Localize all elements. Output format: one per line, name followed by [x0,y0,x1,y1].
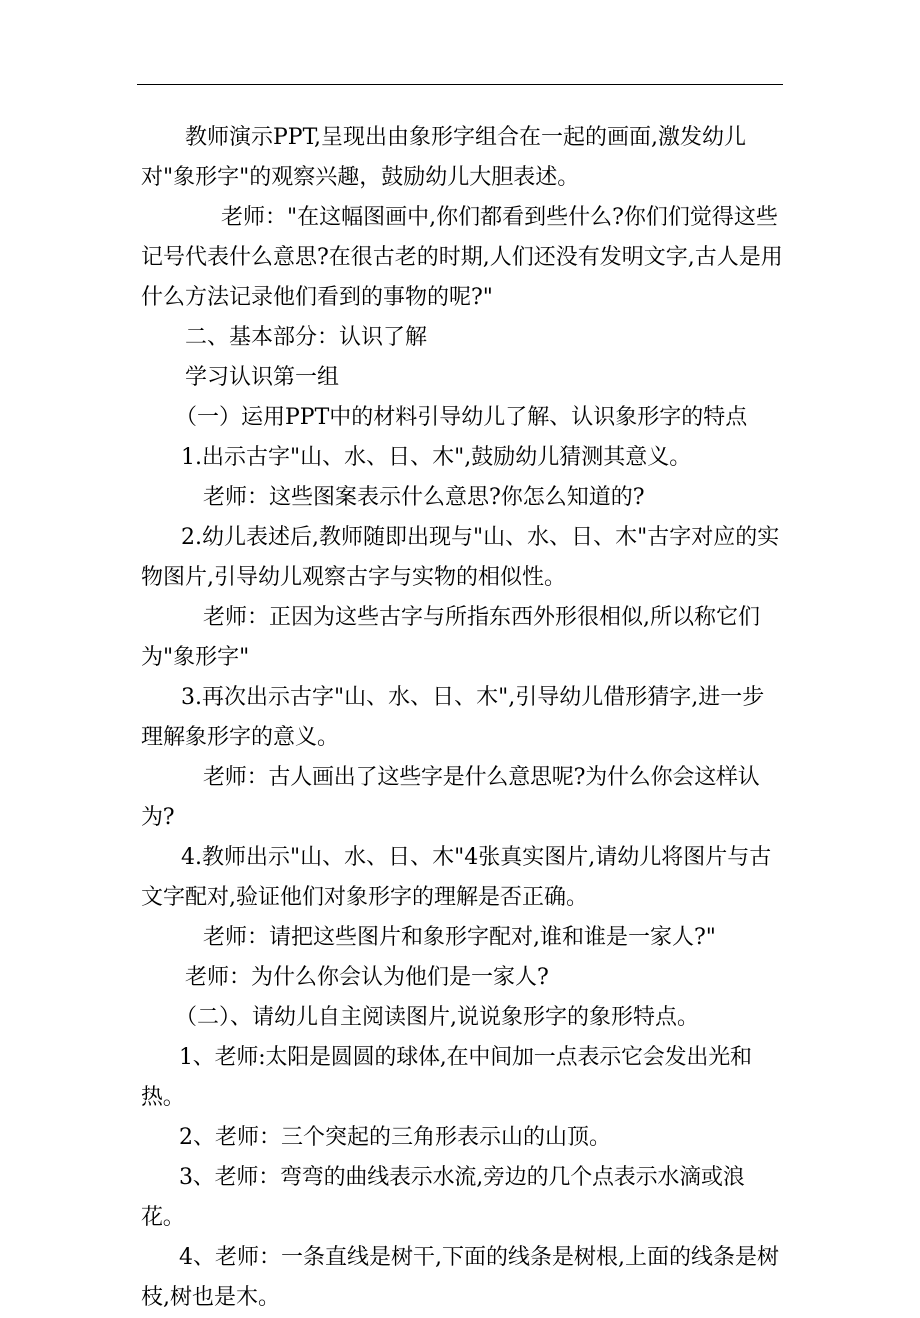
paragraph-teacher-question: 老师："在这幅图画中,你们都看到些什么?你们们觉得这些记号代表什么意思?在很古老的时期,人们还没有发明文字,古人是用什么方法记录他们看到的事物的呢?" [141,205,783,310]
teacher-line-5: 老师：为什么你会认为他们是一家人? [185,965,549,990]
feature-3: 3、老师：弯弯的曲线表示水流,旁边的几个点表示水滴或浪花。 [141,1165,745,1230]
step-1: 1.出示古字"山、水、日、木",鼓励幼儿猜测其意义。 [181,445,692,470]
step-heading-two: （二）、请幼儿自主阅读图片,说说象形字的象形特点。 [175,1005,699,1030]
teacher-line-4: 老师：请把这些图片和象形字配对,谁和谁是一家人?" [203,925,716,950]
step-2: 2.幼儿表述后,教师随即出现与"山、水、日、木"古字对应的实物图片,引导幼儿观察古字与实物的相似性。 [141,525,780,590]
feature-1: 1、老师:太阳是圆圆的球体,在中间加一点表示它会发出光和热。 [141,1045,752,1110]
paragraph-intro: 教师演示PPT,呈现出由象形字组合在一起的画面,激发幼儿对"象形字"的观察兴趣，鼓励幼儿大胆表述。 [141,125,747,190]
step-4: 4.教师出示"山、水、日、木"4张真实图片,请幼儿将图片与古文字配对,验证他们对象形字的理解是否正确。 [141,845,772,910]
teacher-line-1: 老师：这些图案表示什么意思?你怎么知道的? [203,485,645,510]
section-heading-basic: 二、基本部分：认识了解 [185,325,428,350]
feature-4: 4、老师：一条直线是树干,下面的线条是树根,上面的线条是树枝,树也是木。 [141,1245,779,1310]
document-body [141,118,786,1318]
step-heading-one: （一）运用PPT中的材料引导幼儿了解、认识象形字的特点 [175,405,748,430]
header-rule [137,84,783,85]
subheading-group-one: 学习认识第一组 [185,365,340,390]
teacher-line-3: 老师：古人画出了这些字是什么意思呢?为什么你会这样认为? [141,765,760,830]
teacher-line-2: 老师：正因为这些古字与所指东西外形很相似,所以称它们为"象形字" [141,605,760,670]
step-3: 3.再次出示古字"山、水、日、木",引导幼儿借形猜字,进一步理解象形字的意义。 [141,685,765,750]
feature-2: 2、老师：三个突起的三角形表示山的山顶。 [179,1125,611,1150]
